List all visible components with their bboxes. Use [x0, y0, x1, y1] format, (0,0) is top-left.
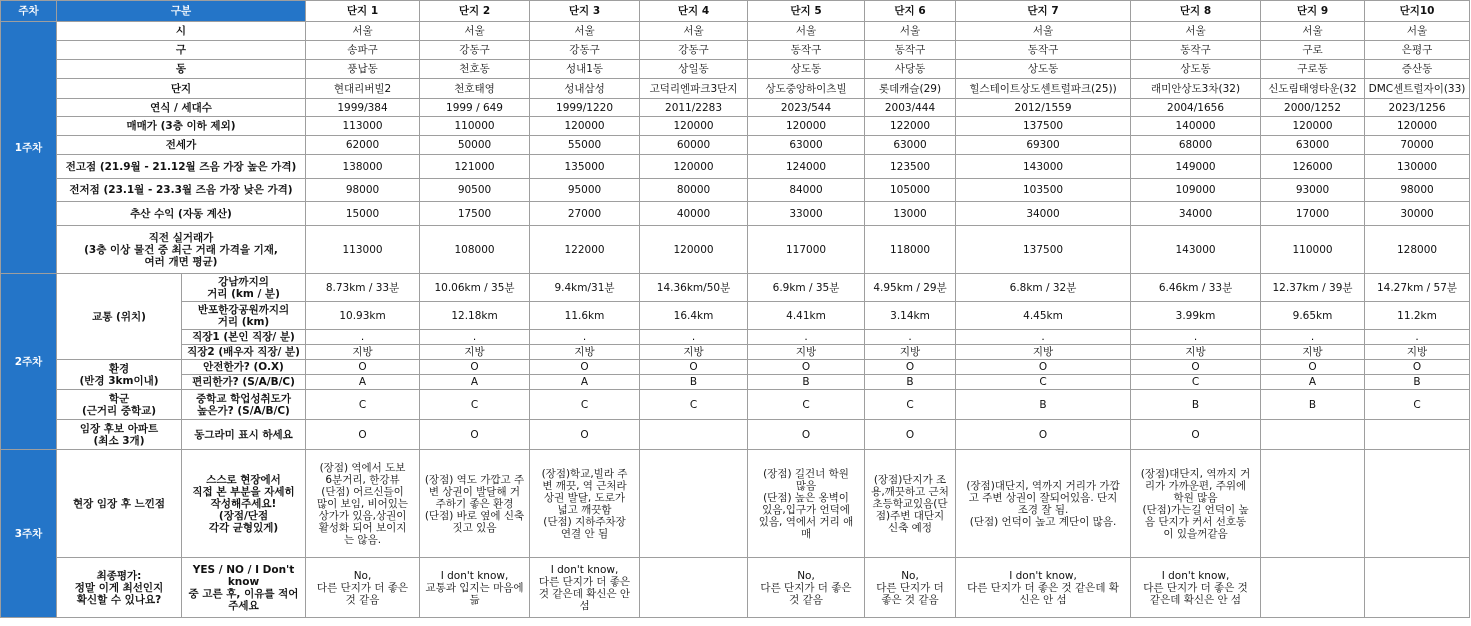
value-cell[interactable]: . [956, 330, 1131, 345]
comment-cell[interactable] [640, 450, 748, 558]
row-label[interactable]: 직전 실거래가 (3층 이상 물건 중 최근 거래 가격을 기재, 여러 개면 평균) [57, 226, 306, 274]
comment-cell[interactable]: I don't know, 다른 단지가 더 좋은 것 같은데 확신은 안 섬 [1131, 558, 1261, 618]
value-cell[interactable]: 109000 [1131, 179, 1261, 202]
value-cell[interactable]: C [865, 390, 956, 420]
value-cell[interactable]: 2023/544 [748, 99, 865, 117]
value-cell[interactable]: 63000 [865, 136, 956, 155]
value-cell[interactable]: . [530, 330, 640, 345]
value-cell[interactable]: 11.2km [1365, 302, 1470, 330]
value-cell[interactable]: 120000 [1365, 117, 1470, 136]
value-cell[interactable]: 122000 [865, 117, 956, 136]
value-cell[interactable]: 120000 [1261, 117, 1365, 136]
value-cell[interactable]: . [1131, 330, 1261, 345]
value-cell[interactable]: 6.8km / 32분 [956, 274, 1131, 302]
comment-cell[interactable]: No, 다른 단지가 더 좋은 것 같음 [748, 558, 865, 618]
value-cell[interactable]: 1999 / 649 [420, 99, 530, 117]
row-label[interactable]: 직장2 (배우자 직장/ 분) [182, 345, 306, 360]
value-cell[interactable]: 90500 [420, 179, 530, 202]
row-label[interactable]: 동그라미 표시 하세요 [182, 420, 306, 450]
row-env-safe [1, 360, 1470, 375]
complex-header[interactable]: 단지 5 [748, 1, 865, 22]
comment-cell[interactable]: (장점) 길건너 학원 많음 (단점) 높은 옹벽이 있음,입구가 언덕에 있음, 역에서 거리 애 매 [748, 450, 865, 558]
value-cell[interactable]: C [640, 390, 748, 420]
value-cell[interactable]: O [306, 420, 420, 450]
value-cell[interactable]: C [1365, 390, 1470, 420]
row-label[interactable]: 시 [57, 22, 306, 41]
row-label[interactable]: 단지 [57, 79, 306, 99]
value-cell[interactable]: 10.06km / 35분 [420, 274, 530, 302]
row-low [1, 179, 1470, 202]
value-cell[interactable]: 118000 [865, 226, 956, 274]
value-cell[interactable]: 121000 [420, 155, 530, 179]
comment-cell[interactable] [1261, 450, 1365, 558]
complex-header[interactable]: 단지 6 [865, 1, 956, 22]
row-gu [1, 41, 1470, 60]
value-cell[interactable]: 힐스테이트상도센트럴파크(25)) [956, 79, 1131, 99]
value-cell[interactable]: O [530, 420, 640, 450]
value-cell[interactable]: C [530, 390, 640, 420]
complex-header[interactable]: 단지 2 [420, 1, 530, 22]
value-cell[interactable]: O [530, 360, 640, 375]
value-cell[interactable]: 120000 [530, 117, 640, 136]
value-cell[interactable]: 서울 [420, 22, 530, 41]
value-cell[interactable]: . [1261, 330, 1365, 345]
value-cell[interactable]: 상도동 [956, 60, 1131, 79]
row-final [1, 558, 1470, 618]
value-cell[interactable]: 4.95km / 29분 [865, 274, 956, 302]
row-city [1, 22, 1470, 41]
value-cell[interactable]: 105000 [865, 179, 956, 202]
row-label[interactable]: 강남까지의 거리 (km / 분) [182, 274, 306, 302]
value-cell[interactable] [640, 420, 748, 450]
complex-header[interactable]: 단지 4 [640, 1, 748, 22]
comment-cell[interactable]: No, 다른 단지가 더 좋은 것 같음 [865, 558, 956, 618]
value-cell[interactable]: 서울 [1365, 22, 1470, 41]
row-label[interactable]: 구 [57, 41, 306, 60]
header-row [1, 1, 1470, 22]
value-cell[interactable]: 117000 [748, 226, 865, 274]
value-cell[interactable]: 98000 [1365, 179, 1470, 202]
value-cell[interactable]: 140000 [1131, 117, 1261, 136]
value-cell[interactable]: 4.45km [956, 302, 1131, 330]
value-cell[interactable]: 60000 [640, 136, 748, 155]
value-cell[interactable]: 138000 [306, 155, 420, 179]
value-cell[interactable]: 지방 [420, 345, 530, 360]
value-cell[interactable]: 고덕리엔파크3단지 [640, 79, 748, 99]
value-cell[interactable]: 10.93km [306, 302, 420, 330]
value-cell[interactable]: O [956, 360, 1131, 375]
comment-cell[interactable]: I don't know, 다른 단지가 더 좋은 것 같은데 확신은 안 섬 [530, 558, 640, 618]
value-cell[interactable]: B [1131, 390, 1261, 420]
row-label[interactable]: 직장1 (본인 직장/ 분) [182, 330, 306, 345]
value-cell[interactable]: 14.36km/50분 [640, 274, 748, 302]
value-cell[interactable]: 62000 [306, 136, 420, 155]
value-cell[interactable]: A [420, 375, 530, 390]
value-cell[interactable]: 3.14km [865, 302, 956, 330]
value-cell[interactable]: 122000 [530, 226, 640, 274]
comment-cell[interactable]: (장점) 역도 가깝고 주 변 상권이 발달해 거 주하기 좋은 환경 (단점) 바로 옆에 신축 짓고 있음 [420, 450, 530, 558]
value-cell[interactable]: 래미안상도3차(32) [1131, 79, 1261, 99]
comment-cell[interactable]: I don't know, 교통과 입지는 마음에 듦 [420, 558, 530, 618]
value-cell[interactable]: 34000 [1131, 202, 1261, 226]
comment-cell[interactable] [640, 558, 748, 618]
row-jeonse [1, 136, 1470, 155]
value-cell[interactable]: 120000 [640, 117, 748, 136]
value-cell[interactable]: 55000 [530, 136, 640, 155]
row-label[interactable]: 스스로 현장에서 직접 본 부분을 자세히 작성해주세요! (장점/단점 각각 균형있게) [182, 450, 306, 558]
row-label[interactable]: 매매가 (3층 이하 제외) [57, 117, 306, 136]
value-cell[interactable]: 143000 [1131, 226, 1261, 274]
value-cell[interactable]: 63000 [1261, 136, 1365, 155]
week-1-label[interactable]: 1주차 [1, 22, 57, 274]
comment-cell[interactable] [1261, 558, 1365, 618]
row-label[interactable]: 반포한강공원까지의 거리 (km) [182, 302, 306, 330]
row-label[interactable]: YES / NO / I Don't know 중 고른 후, 이유를 적어 주세요 [182, 558, 306, 618]
value-cell[interactable]: 137500 [956, 117, 1131, 136]
row-traffic-gangnam [1, 274, 1470, 302]
value-cell[interactable]: 신도림태영타운(32 [1261, 79, 1365, 99]
value-cell[interactable]: 93000 [1261, 179, 1365, 202]
row-traffic-park [1, 302, 1470, 330]
value-cell[interactable]: O [956, 420, 1131, 450]
value-cell[interactable]: 137500 [956, 226, 1131, 274]
value-cell[interactable]: A [530, 375, 640, 390]
row-recent [1, 226, 1470, 274]
value-cell[interactable]: 98000 [306, 179, 420, 202]
value-cell[interactable]: 124000 [748, 155, 865, 179]
comment-cell[interactable]: (장점)학교,빌라 주 변 깨끗, 역 근처라 상권 발달, 도로가 넓고 깨끗함 (단점) 지하주차장 연결 안 됨 [530, 450, 640, 558]
comment-cell[interactable] [1365, 450, 1470, 558]
value-cell[interactable]: C [420, 390, 530, 420]
comment-cell[interactable]: (장점) 역에서 도보 6분거리, 한강뷰 (단점) 어르신들이 많이 보임, 비어있는 상가가 있음,상권이 활성화 되어 보이지 는 않음. [306, 450, 420, 558]
value-cell[interactable]: . [306, 330, 420, 345]
value-cell[interactable]: O [640, 360, 748, 375]
value-cell[interactable]: 11.6km [530, 302, 640, 330]
value-cell[interactable]: 서울 [1131, 22, 1261, 41]
value-cell[interactable]: 성내삼성 [530, 79, 640, 99]
complex-header[interactable]: 단지 8 [1131, 1, 1261, 22]
row-env-conv [1, 375, 1470, 390]
row-dong [1, 60, 1470, 79]
value-cell[interactable]: 은평구 [1365, 41, 1470, 60]
value-cell[interactable]: . [640, 330, 748, 345]
value-cell[interactable]: 149000 [1131, 155, 1261, 179]
row-label[interactable]: 동 [57, 60, 306, 79]
value-cell[interactable]: 서울 [1261, 22, 1365, 41]
comment-cell[interactable]: No, 다른 단지가 더 좋은 것 같음 [306, 558, 420, 618]
value-cell[interactable]: 현대리버빌2 [306, 79, 420, 99]
value-cell[interactable]: DMC센트럴자이(33) [1365, 79, 1470, 99]
value-cell[interactable]: 동작구 [748, 41, 865, 60]
value-cell[interactable]: 40000 [640, 202, 748, 226]
value-cell[interactable]: 강동구 [530, 41, 640, 60]
value-cell[interactable]: 2004/1656 [1131, 99, 1261, 117]
row-label[interactable]: 편리한가? (S/A/B/C) [182, 375, 306, 390]
group-label[interactable]: 학군 (근거리 중학교) [57, 390, 182, 420]
value-cell[interactable] [1365, 420, 1470, 450]
table-body [1, 1, 1470, 618]
value-cell[interactable]: 성내1동 [530, 60, 640, 79]
value-cell[interactable]: O [1261, 360, 1365, 375]
value-cell[interactable]: 지방 [1261, 345, 1365, 360]
week-2-label[interactable]: 2주차 [1, 274, 57, 450]
group-label[interactable]: 교통 (위치) [57, 274, 182, 360]
value-cell[interactable]: 강동구 [420, 41, 530, 60]
week-column-header[interactable]: 주차 [1, 1, 57, 22]
complex-header[interactable]: 단지10 [1365, 1, 1470, 22]
value-cell[interactable]: 지방 [306, 345, 420, 360]
value-cell[interactable]: 롯데캐슬(29) [865, 79, 956, 99]
value-cell[interactable]: B [1365, 375, 1470, 390]
value-cell[interactable]: 천호태영 [420, 79, 530, 99]
value-cell[interactable]: 풍납동 [306, 60, 420, 79]
value-cell[interactable]: 지방 [530, 345, 640, 360]
value-cell[interactable]: 128000 [1365, 226, 1470, 274]
group-label[interactable]: 현장 임장 후 느낀점 [57, 450, 182, 558]
row-label[interactable]: 전세가 [57, 136, 306, 155]
row-visit [1, 420, 1470, 450]
value-cell[interactable]: 송파구 [306, 41, 420, 60]
value-cell[interactable]: 123500 [865, 155, 956, 179]
value-cell[interactable]: 서울 [306, 22, 420, 41]
value-cell[interactable]: 1999/1220 [530, 99, 640, 117]
value-cell[interactable]: O [306, 360, 420, 375]
value-cell[interactable]: B [640, 375, 748, 390]
row-label[interactable]: 전고점 (21.9월 - 21.12월 즈음 가장 높은 가격) [57, 155, 306, 179]
group-label[interactable]: 환경 (반경 3km이내) [57, 360, 182, 390]
value-cell[interactable]: O [420, 420, 530, 450]
value-cell[interactable]: 84000 [748, 179, 865, 202]
value-cell[interactable]: 8.73km / 33분 [306, 274, 420, 302]
value-cell[interactable]: 지방 [956, 345, 1131, 360]
value-cell[interactable]: 108000 [420, 226, 530, 274]
value-cell[interactable]: 사당동 [865, 60, 956, 79]
comment-cell[interactable] [1365, 558, 1470, 618]
value-cell[interactable]: 110000 [1261, 226, 1365, 274]
category-column-header[interactable]: 구분 [57, 1, 306, 22]
complex-header[interactable]: 단지 1 [306, 1, 420, 22]
value-cell[interactable]: 63000 [748, 136, 865, 155]
value-cell[interactable]: B [1261, 390, 1365, 420]
comment-cell[interactable]: (장점)단지가 조 용,깨끗하고 근처 초등학교있음(단 점)주변 대단지 신축 예정 [865, 450, 956, 558]
value-cell[interactable]: 증산동 [1365, 60, 1470, 79]
value-cell[interactable]: 113000 [306, 117, 420, 136]
value-cell[interactable]: 지방 [640, 345, 748, 360]
value-cell[interactable]: 천호동 [420, 60, 530, 79]
value-cell[interactable]: O [748, 420, 865, 450]
value-cell[interactable]: 6.46km / 33분 [1131, 274, 1261, 302]
value-cell[interactable]: 9.65km [1261, 302, 1365, 330]
row-year [1, 99, 1470, 117]
value-cell[interactable]: 68000 [1131, 136, 1261, 155]
value-cell[interactable]: C [306, 390, 420, 420]
group-label[interactable]: 임장 후보 아파트 (최소 3개) [57, 420, 182, 450]
value-cell[interactable]: C [1131, 375, 1261, 390]
value-cell[interactable]: 30000 [1365, 202, 1470, 226]
value-cell[interactable]: 지방 [1131, 345, 1261, 360]
value-cell[interactable]: 9.4km/31분 [530, 274, 640, 302]
value-cell[interactable]: 15000 [306, 202, 420, 226]
row-gain [1, 202, 1470, 226]
value-cell[interactable]: 50000 [420, 136, 530, 155]
value-cell[interactable]: . [748, 330, 865, 345]
row-traffic-job1 [1, 330, 1470, 345]
value-cell[interactable]: 120000 [640, 155, 748, 179]
value-cell[interactable]: 130000 [1365, 155, 1470, 179]
row-school [1, 390, 1470, 420]
value-cell[interactable]: 서울 [865, 22, 956, 41]
value-cell[interactable]: 103500 [956, 179, 1131, 202]
value-cell[interactable]: 1999/384 [306, 99, 420, 117]
value-cell[interactable]: 2023/1256 [1365, 99, 1470, 117]
value-cell[interactable]: 126000 [1261, 155, 1365, 179]
row-label[interactable]: 전저점 (23.1월 - 23.3월 즈음 가장 낮은 가격) [57, 179, 306, 202]
value-cell[interactable]: C [956, 375, 1131, 390]
row-impression [1, 450, 1470, 558]
comment-cell[interactable]: (장점)대단지, 역까지 거리가 가깝 고 주변 상권이 잘되어있음. 단지 조경 잘 됨. (단점) 언덕이 높고 계단이 많음. [956, 450, 1131, 558]
value-cell[interactable]: O [1131, 420, 1261, 450]
value-cell[interactable]: C [748, 390, 865, 420]
value-cell[interactable]: 서울 [640, 22, 748, 41]
value-cell[interactable]: 69300 [956, 136, 1131, 155]
value-cell[interactable]: 서울 [530, 22, 640, 41]
value-cell[interactable]: 상도중앙하이츠빌 [748, 79, 865, 99]
value-cell[interactable]: 33000 [748, 202, 865, 226]
value-cell[interactable]: . [865, 330, 956, 345]
value-cell[interactable]: 80000 [640, 179, 748, 202]
row-label[interactable]: 연식 / 세대수 [57, 99, 306, 117]
value-cell[interactable]: A [306, 375, 420, 390]
value-cell[interactable]: 110000 [420, 117, 530, 136]
value-cell[interactable]: 16.4km [640, 302, 748, 330]
value-cell[interactable]: . [1365, 330, 1470, 345]
value-cell[interactable]: 구로동 [1261, 60, 1365, 79]
comment-cell[interactable]: (장점)대단지, 역까지 거 리가 가까운편, 주위에 학원 많음 (단점)가는길 언덕이 높 음 단지가 커서 선호동 이 있을꺼같음 [1131, 450, 1261, 558]
value-cell[interactable]: 지방 [748, 345, 865, 360]
value-cell[interactable]: . [420, 330, 530, 345]
row-label[interactable]: 추산 수익 (자동 계산) [57, 202, 306, 226]
group-label[interactable]: 최종평가: 정말 이게 최선인지 확신할 수 있나요? [57, 558, 182, 618]
value-cell[interactable]: 13000 [865, 202, 956, 226]
value-cell[interactable]: 지방 [1365, 345, 1470, 360]
value-cell[interactable]: 14.27km / 57분 [1365, 274, 1470, 302]
value-cell[interactable]: 동작구 [1131, 41, 1261, 60]
row-high [1, 155, 1470, 179]
value-cell[interactable]: 27000 [530, 202, 640, 226]
value-cell[interactable]: 3.99km [1131, 302, 1261, 330]
week-3-label[interactable]: 3주차 [1, 450, 57, 618]
value-cell[interactable]: B [865, 375, 956, 390]
value-cell[interactable]: 2011/2283 [640, 99, 748, 117]
complex-header[interactable]: 단지 7 [956, 1, 1131, 22]
value-cell[interactable]: O [1365, 360, 1470, 375]
value-cell[interactable]: A [1261, 375, 1365, 390]
row-label[interactable]: 안전한가? (O.X) [182, 360, 306, 375]
value-cell[interactable]: 동작구 [865, 41, 956, 60]
value-cell[interactable]: O [865, 420, 956, 450]
value-cell[interactable]: 상도동 [748, 60, 865, 79]
row-name [1, 79, 1470, 99]
value-cell[interactable]: 113000 [306, 226, 420, 274]
value-cell[interactable]: 95000 [530, 179, 640, 202]
value-cell[interactable]: 70000 [1365, 136, 1470, 155]
value-cell[interactable]: O [1131, 360, 1261, 375]
value-cell[interactable]: 지방 [865, 345, 956, 360]
value-cell[interactable]: 6.9km / 35분 [748, 274, 865, 302]
value-cell[interactable]: 135000 [530, 155, 640, 179]
value-cell[interactable]: B [956, 390, 1131, 420]
complex-header[interactable]: 단지 9 [1261, 1, 1365, 22]
value-cell[interactable]: 2003/444 [865, 99, 956, 117]
value-cell[interactable]: 34000 [956, 202, 1131, 226]
value-cell[interactable]: O [865, 360, 956, 375]
row-label[interactable]: 중학교 학업성취도가 높은가? (S/A/B/C) [182, 390, 306, 420]
value-cell[interactable]: 120000 [748, 117, 865, 136]
comment-cell[interactable]: I don't know, 다른 단지가 더 좋은 것 같은데 확 신은 안 섬 [956, 558, 1131, 618]
value-cell[interactable]: 12.18km [420, 302, 530, 330]
value-cell[interactable] [1261, 420, 1365, 450]
value-cell[interactable]: B [748, 375, 865, 390]
value-cell[interactable]: 17000 [1261, 202, 1365, 226]
value-cell[interactable]: 동작구 [956, 41, 1131, 60]
value-cell[interactable]: 구로 [1261, 41, 1365, 60]
value-cell[interactable]: 강동구 [640, 41, 748, 60]
row-sale [1, 117, 1470, 136]
value-cell[interactable]: 상일동 [640, 60, 748, 79]
value-cell[interactable]: 12.37km / 39분 [1261, 274, 1365, 302]
value-cell[interactable]: 2000/1252 [1261, 99, 1365, 117]
value-cell[interactable]: 4.41km [748, 302, 865, 330]
complex-header[interactable]: 단지 3 [530, 1, 640, 22]
value-cell[interactable]: O [748, 360, 865, 375]
value-cell[interactable]: 120000 [640, 226, 748, 274]
value-cell[interactable]: 17500 [420, 202, 530, 226]
value-cell[interactable]: 서울 [956, 22, 1131, 41]
value-cell[interactable]: O [420, 360, 530, 375]
value-cell[interactable]: 143000 [956, 155, 1131, 179]
value-cell[interactable]: 상도동 [1131, 60, 1261, 79]
value-cell[interactable]: 서울 [748, 22, 865, 41]
row-traffic-job2 [1, 345, 1470, 360]
value-cell[interactable]: 2012/1559 [956, 99, 1131, 117]
